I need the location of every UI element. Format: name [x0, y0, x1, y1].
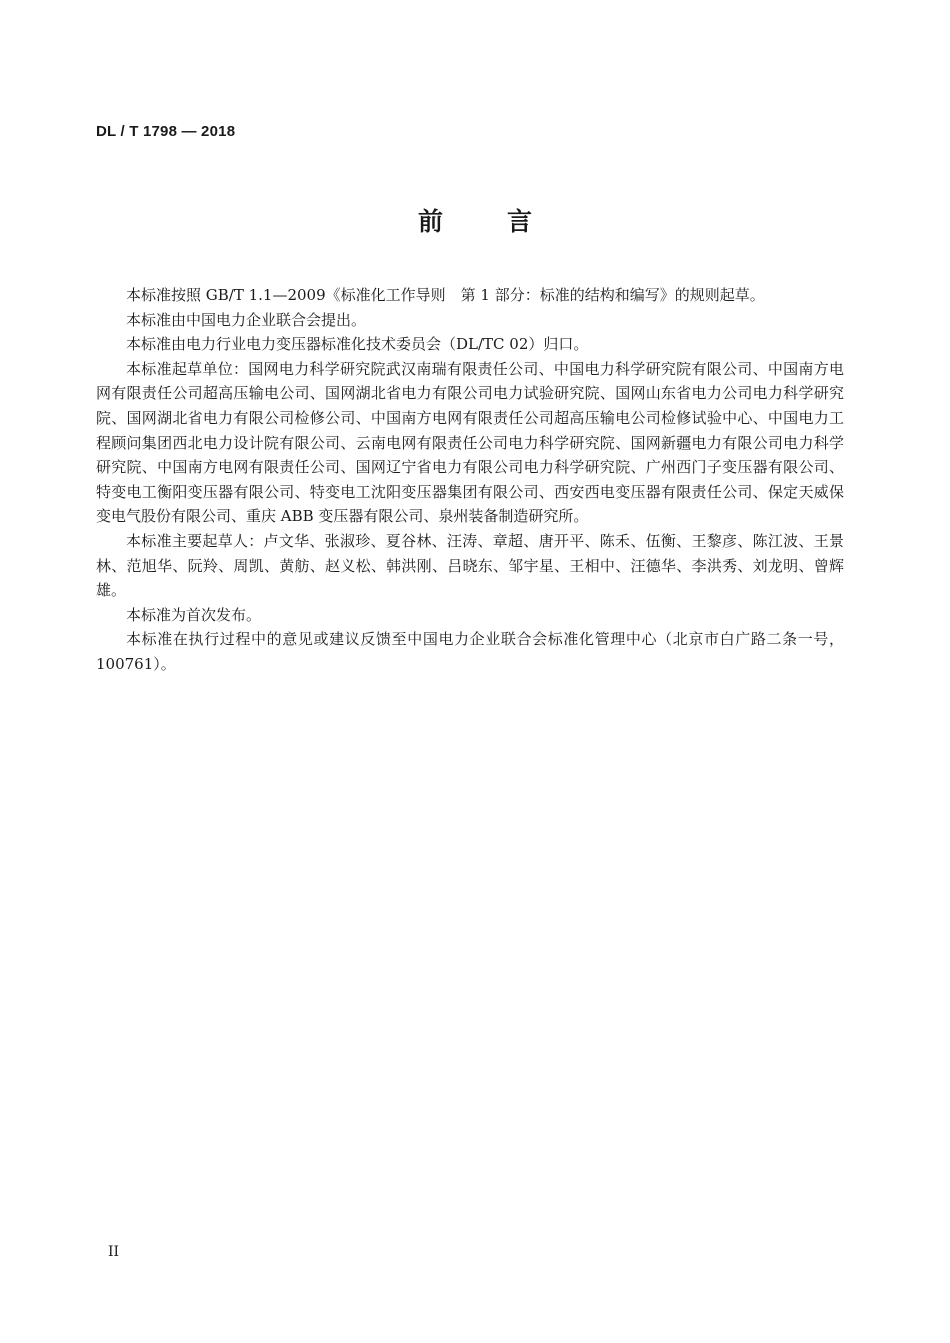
paragraph-committee: 本标准由电力行业电力变压器标准化技术委员会（DL/TC 02）归口。: [126, 335, 589, 354]
title-char-1: 前: [417, 207, 443, 236]
page-number: II: [108, 1244, 120, 1260]
page-title: [0, 202, 950, 238]
title-char-2: 言: [507, 207, 533, 236]
paragraph-main-drafters: 本标准主要起草人：卢文华、张淑珍、夏谷林、汪涛、章超、唐开平、陈禾、伍衡、王黎彦、陈江波、王景林、范旭华、阮羚、周凯、黄舫、赵义松、韩洪刚、吕晓东、邹宇星、王相中、汪德华、李洪秀、刘龙明、曾辉雄。: [96, 531, 844, 600]
paragraph-first-release: 本标准为首次发布。: [126, 605, 262, 624]
document-body: [96, 283, 844, 677]
standard-code: DL / T 1798 — 2018: [96, 123, 236, 140]
paragraph-drafting-rules: 本标准按照 GB/T 1.1—2009《标准化工作导则 第 1 部分：标准的结构和编写》的规则起草。: [126, 286, 765, 304]
paragraph-feedback: 本标准在执行过程中的意见或建议反馈至中国电力企业联合会标准化管理中心（北京市白广路二条一号，100761）。: [96, 630, 844, 673]
paragraph-proposer: 本标准由中国电力企业联合会提出。: [126, 310, 367, 329]
paragraph-drafting-units: 本标准起草单位：国网电力科学研究院武汉南瑞有限责任公司、中国电力科学研究院有限公司、中国南方电网有限责任公司超高压输电公司、国网湖北省电力有限公司电力试验研究院、国网山东省电力公司电力科学研究院、国网湖北省电力有限公司检修公司、中国南方电网有限责任公司超高压输电公司检修试验中心、中国电力工程顾问集团西北电力设计院有限公司、云南电网有限责任公司电力科学研究院、国网新疆电力有限公司电力科学研究院、中国南方电网有限责任公司、国网辽宁省电力有限公司电力科学研究院、广州西门子变压器有限公司、特变电工衡阳变压器有限公司、特变电工沈阳变压器集团有限公司、西安西电变压器有限责任公司、保定天威保变电气股份有限公司、重庆 ABB 变压器有限公司、泉州装备制造研究所。: [96, 359, 844, 526]
